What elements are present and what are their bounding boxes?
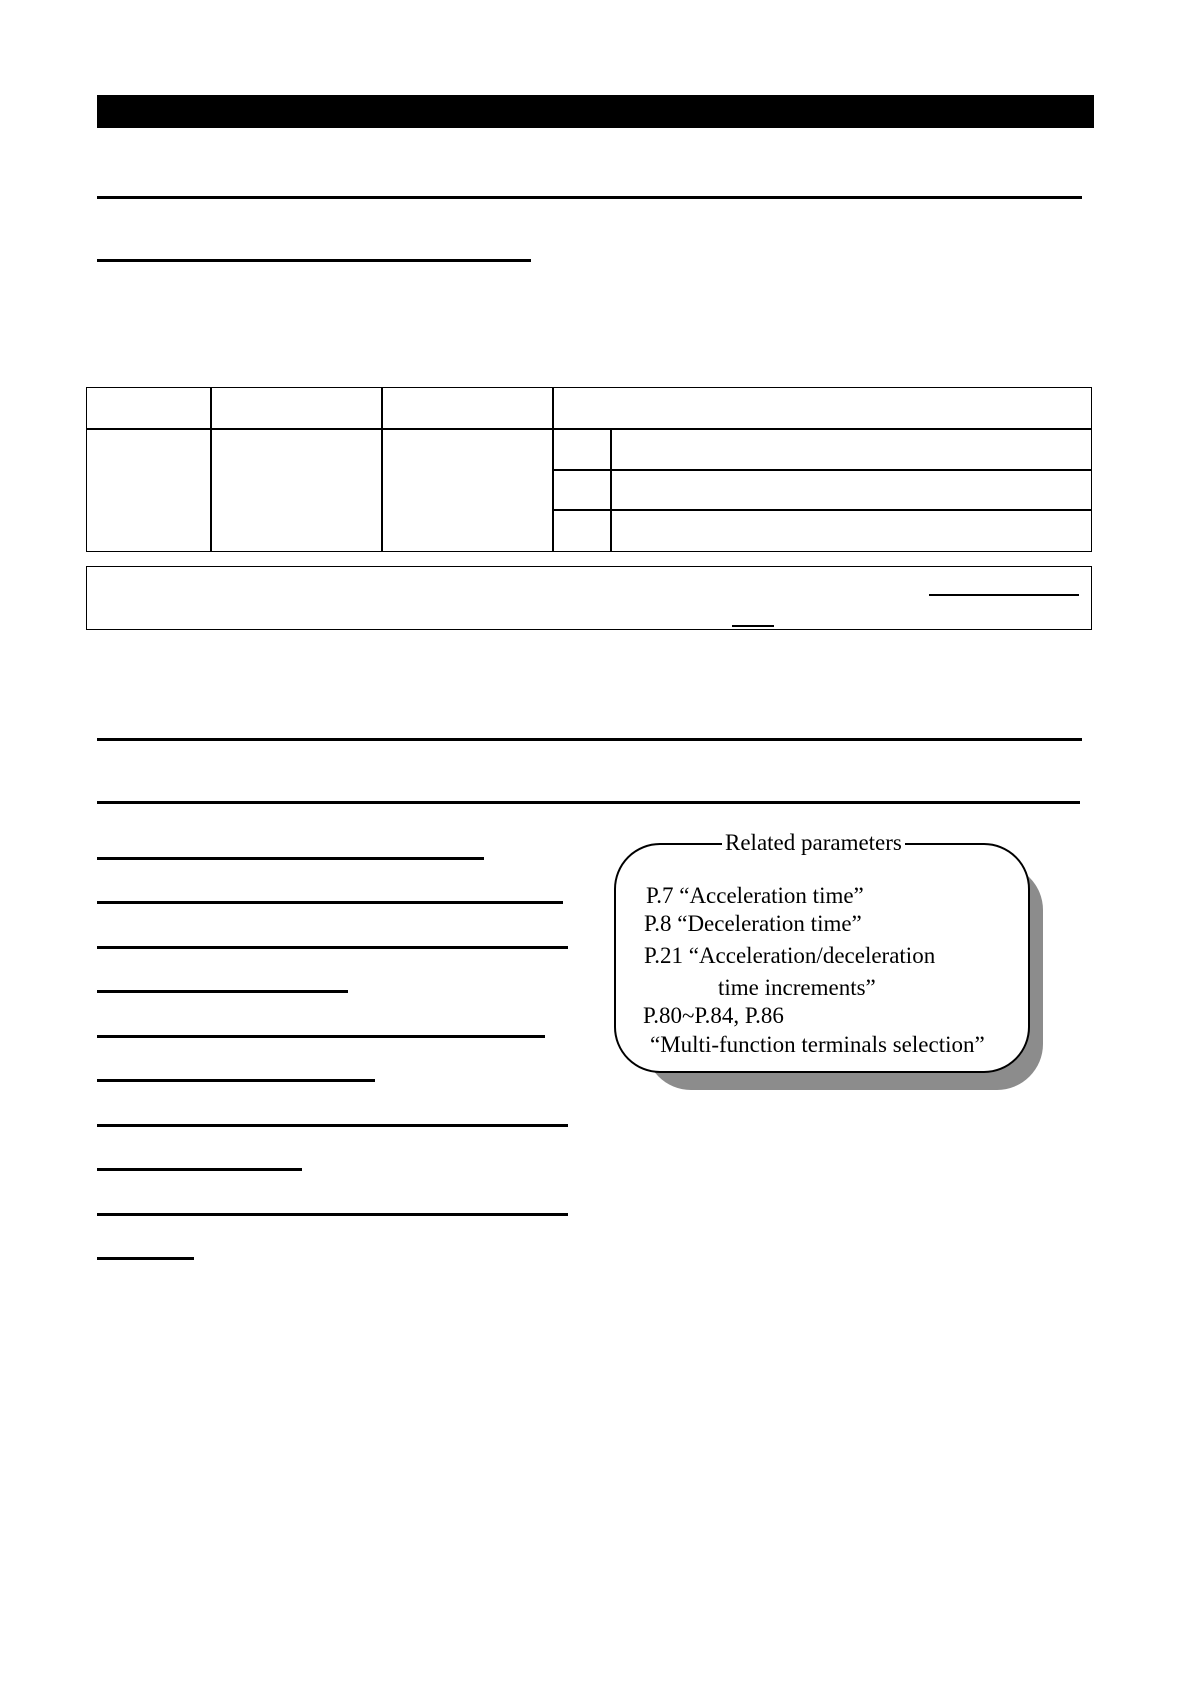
text-line-rule <box>97 1079 375 1082</box>
related-param-line: time increments” <box>718 975 876 1000</box>
table-header-cell <box>86 387 212 430</box>
text-line-rule <box>97 990 348 993</box>
table-setting-desc-cell <box>610 509 1092 552</box>
table-setting-desc-cell <box>610 428 1092 471</box>
parameter-table <box>86 387 1092 552</box>
note-underline <box>929 594 1079 596</box>
text-line-rule <box>97 946 568 949</box>
heading-rule <box>97 196 1082 199</box>
text-line-rule <box>97 1257 194 1260</box>
table-header-cell <box>381 387 554 430</box>
related-param-line: P.7 “Acceleration time” <box>646 883 864 908</box>
text-line-rule <box>97 1035 545 1038</box>
related-param-line: P.21 “Acceleration/deceleration <box>644 943 936 968</box>
related-param-line: “Multi-function terminals selection” <box>650 1032 985 1057</box>
table-body-cell <box>86 428 212 552</box>
section-header-bar <box>97 95 1094 128</box>
text-line-rule <box>97 1213 568 1216</box>
subheading-rule <box>97 259 531 262</box>
table-setting-value-cell <box>552 428 612 471</box>
table-setting-value-cell <box>552 509 612 552</box>
note-underline <box>732 625 774 627</box>
table-header-cell <box>210 387 383 430</box>
table-setting-value-cell <box>552 469 612 511</box>
section-rule <box>97 801 1080 804</box>
table-header-cell <box>552 387 1092 430</box>
table-body-cell <box>381 428 554 552</box>
related-param-line: P.80~P.84, P.86 <box>643 1003 784 1028</box>
text-line-rule <box>97 901 563 904</box>
table-body-cell <box>210 428 383 552</box>
table-setting-desc-cell <box>610 469 1092 511</box>
section-rule <box>97 738 1082 741</box>
text-line-rule <box>97 1124 568 1127</box>
related-parameters-title: Related parameters <box>722 828 905 858</box>
text-line-rule <box>97 857 484 860</box>
note-box <box>86 566 1092 630</box>
text-line-rule <box>97 1168 302 1171</box>
related-param-line: P.8 “Deceleration time” <box>644 911 862 936</box>
